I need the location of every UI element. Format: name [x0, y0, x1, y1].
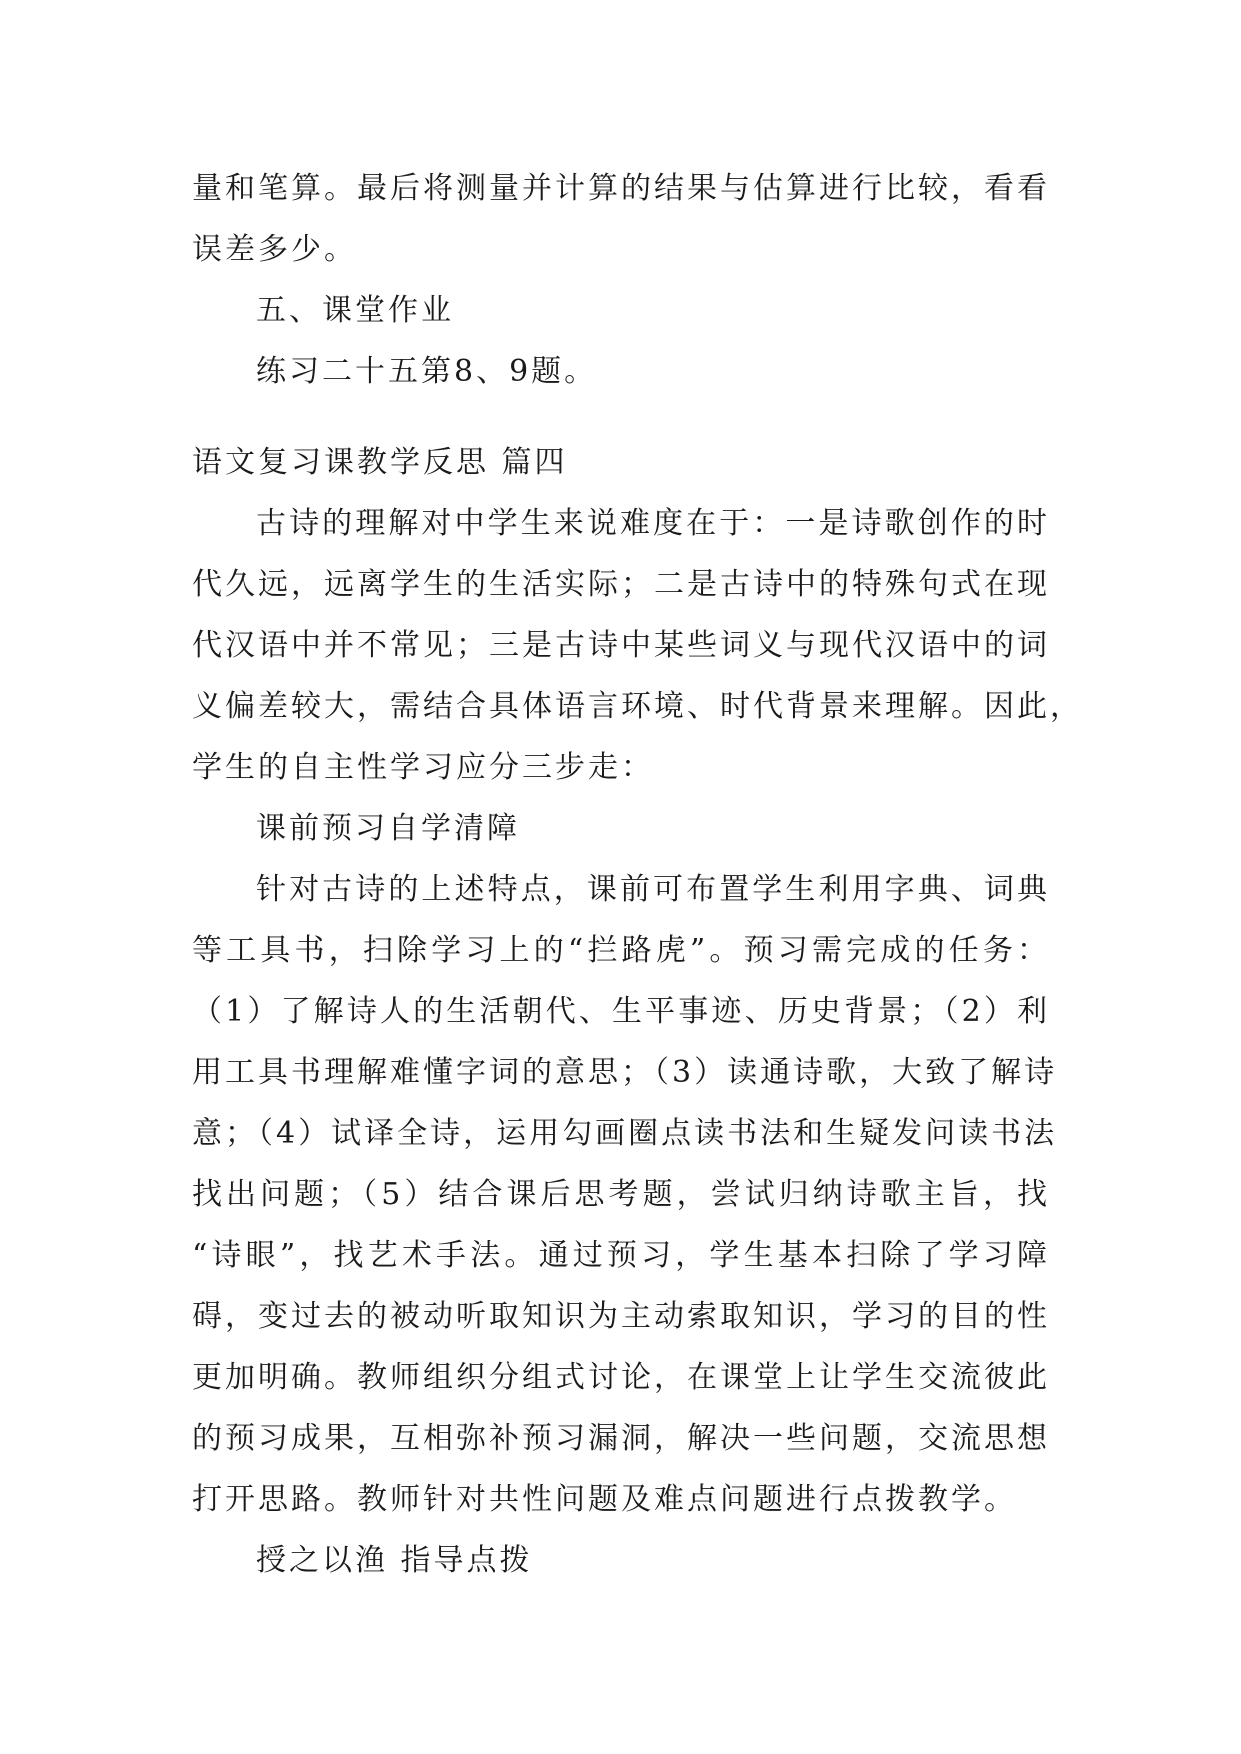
step1-line: 用工具书理解难懂字词的意思；（3）读通诗歌，大致了解诗: [192, 1055, 1058, 1090]
step2-heading: 授之以渔 指导点拨: [256, 1543, 533, 1578]
step1-line: 意；（4）试译全诗，运用勾画圈点读书法和生疑发问读书法: [192, 1116, 1058, 1151]
step1-line: 打开思路。教师针对共性问题及难点问题进行点拨教学。: [192, 1482, 1017, 1517]
step1-line: 找出问题；（5）结合课后思考题，尝试归纳诗歌主旨，找: [192, 1177, 1050, 1212]
intro-line: 古诗的理解对中学生来说难度在于：一是诗歌创作的时: [256, 506, 1050, 541]
paragraph-line: 量和笔算。最后将测量并计算的结果与估算进行比较，看看: [192, 171, 1050, 206]
step1-line: 的预习成果，互相弥补预习漏洞，解决一些问题，交流思想: [192, 1421, 1050, 1456]
step1-heading: 课前预习自学清障: [256, 811, 520, 846]
step1-line: （1）了解诗人的生活朝代、生平事迹、历史背景；（2）利: [192, 994, 1050, 1029]
homework-text: 练习二十五第8、9题。: [256, 354, 598, 389]
intro-line: 代久远，远离学生的生活实际；二是古诗中的特殊句式在现: [192, 567, 1050, 602]
intro-line: 学生的自主性学习应分三步走：: [192, 750, 654, 785]
document-body: [192, 158, 1083, 1591]
intro-line: 代汉语中并不常见；三是古诗中某些词义与现代汉语中的词: [192, 628, 1050, 663]
section-title: 语文复习课教学反思 篇四: [192, 445, 568, 480]
intro-line: 义偏差较大，需结合具体语言环境、时代背景来理解。因此，: [192, 689, 1083, 724]
step1-line: 等工具书，扫除学习上的“拦路虎”。预习需完成的任务：: [192, 933, 1050, 968]
section-gap: [192, 402, 1050, 432]
step1-line: 碍，变过去的被动听取知识为主动索取知识，学习的目的性: [192, 1299, 1050, 1334]
step1-line: “诗眼”，找艺术手法。通过预习，学生基本扫除了学习障: [192, 1238, 1050, 1273]
paragraph-line: 误差多少。: [192, 232, 357, 267]
section-heading-homework: 五、课堂作业: [256, 293, 454, 328]
step1-line: 更加明确。教师组织分组式讨论，在课堂上让学生交流彼此: [192, 1360, 1050, 1395]
step1-line: 针对古诗的上述特点，课前可布置学生利用字典、词典: [256, 872, 1050, 907]
